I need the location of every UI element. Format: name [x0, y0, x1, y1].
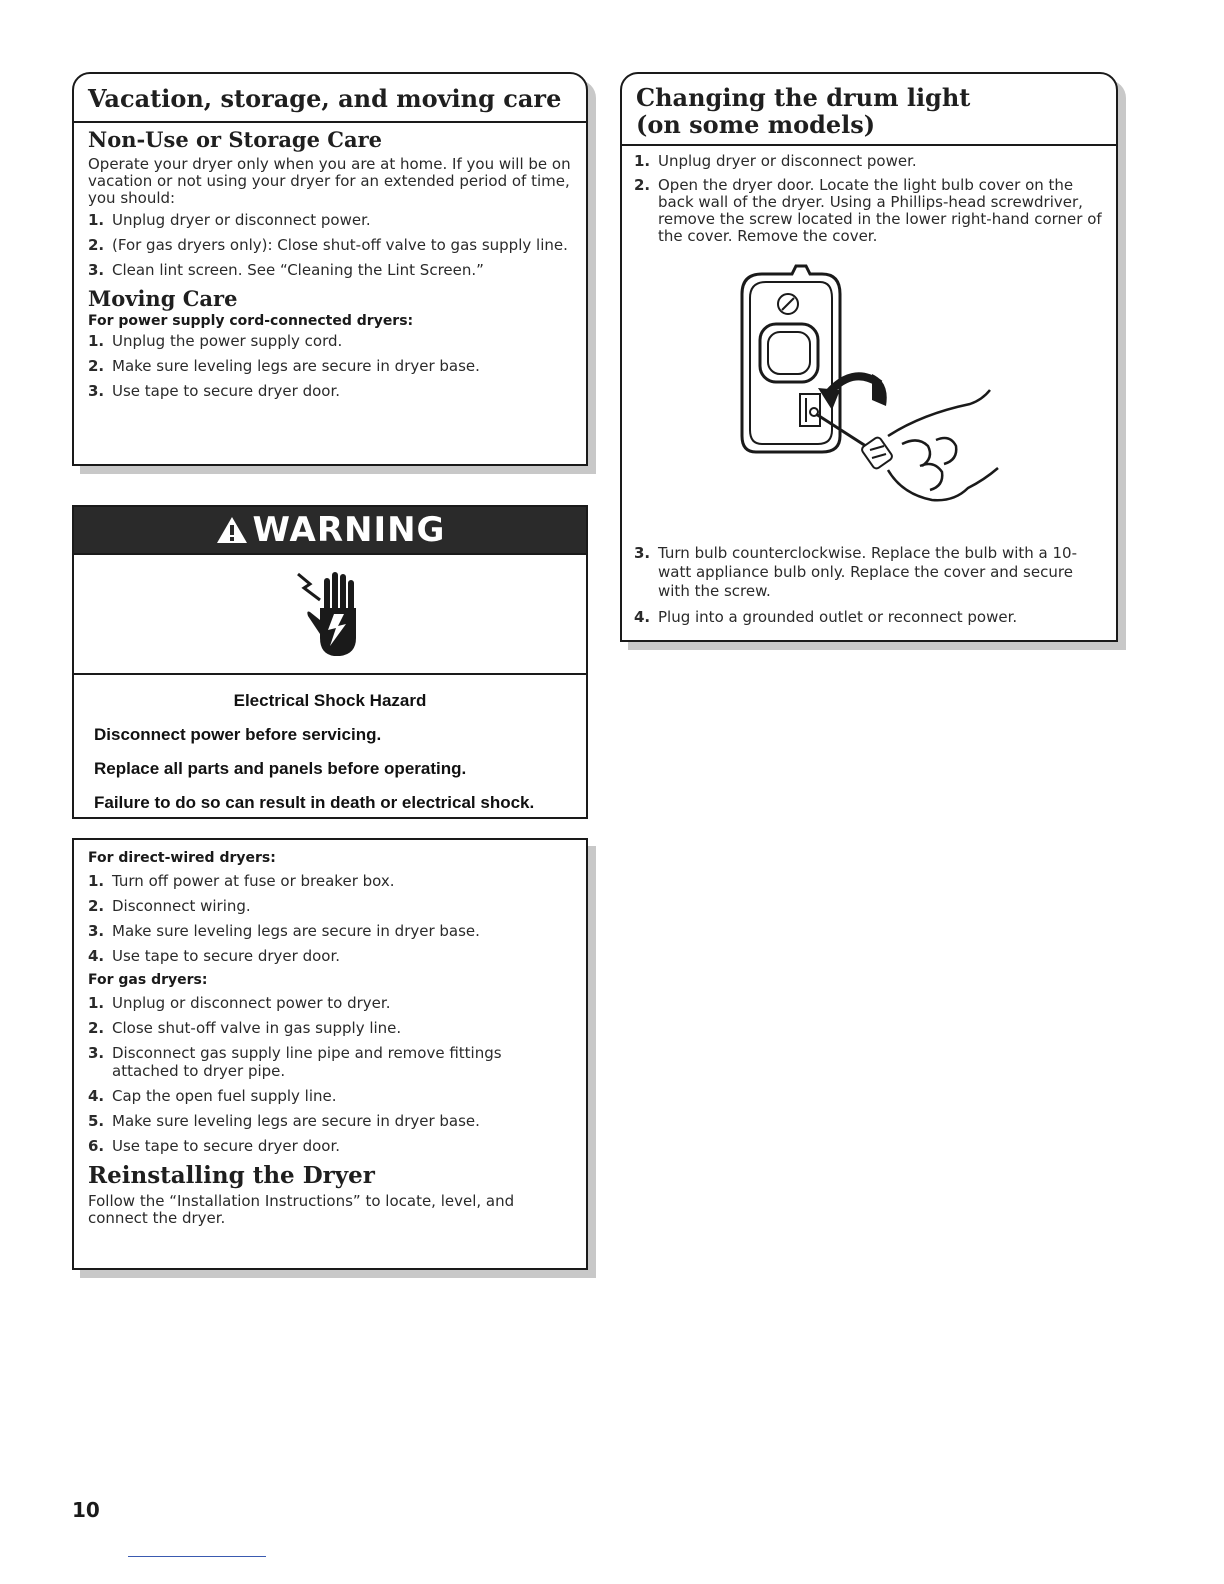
warning-label: WARNING	[252, 510, 446, 550]
drum-light-steps-before	[634, 152, 1102, 245]
list-item: 4. Use tape to secure dryer door.	[88, 947, 341, 965]
warning-line: Replace all parts and panels before operating.	[94, 759, 467, 778]
list-item: 2. Disconnect wiring.	[88, 897, 251, 915]
list-item: 1. Unplug the power supply cord.	[88, 332, 343, 350]
list-item: 4. Cap the open fuel supply line.	[88, 1087, 337, 1105]
drum-light-steps-after	[634, 544, 1102, 626]
moving-care-heading: Moving Care	[88, 286, 238, 311]
electrical-shock-hand-icon	[290, 568, 370, 660]
cord-connected-subheading: For power supply cord-connected dryers:	[88, 313, 414, 329]
warning-triangle-icon	[215, 515, 249, 545]
list-item: 2. Close shut-off valve in gas supply line.	[88, 1019, 402, 1037]
page-number: 10	[72, 1498, 100, 1522]
hazard-title: Electrical Shock Hazard	[233, 691, 427, 710]
list-item: 3. Clean lint screen. See “Cleaning the Lint Screen.”	[88, 261, 484, 279]
nonuse-heading: Non-Use or Storage Care	[88, 127, 383, 152]
cord-steps	[88, 332, 572, 400]
drum-light-title: Changing the drum light (on some models)	[622, 74, 1116, 146]
direct-wired-steps	[88, 872, 572, 965]
vacation-care-section	[72, 72, 588, 466]
vacation-care-title: Vacation, storage, and moving care	[74, 74, 586, 123]
list-item: 3. Turn bulb counterclockwise. Replace the bulb with a 10-watt appliance bulb only. Replace the cover and secure with the screw.	[634, 544, 1078, 600]
list-item: 1. Unplug dryer or disconnect power.	[634, 152, 917, 170]
warning-header	[74, 507, 586, 555]
nonuse-steps	[88, 211, 572, 279]
warning-line: Disconnect power before servicing.	[94, 725, 382, 744]
list-item: 2. Make sure leveling legs are secure in dryer base.	[88, 357, 480, 375]
list-item: 3. Use tape to secure dryer door.	[88, 382, 341, 400]
list-item: 3. Disconnect gas supply line pipe and remove fittings attached to dryer pipe.	[88, 1044, 502, 1080]
reinstalling-heading: Reinstalling the Dryer	[88, 1162, 375, 1189]
list-item: 1. Unplug dryer or disconnect power.	[88, 211, 371, 229]
list-item: 6. Use tape to secure dryer door.	[88, 1137, 341, 1155]
drum-light-illustration	[722, 264, 1022, 520]
list-item: 1. Unplug or disconnect power to dryer.	[88, 994, 391, 1012]
drum-light-section	[620, 72, 1118, 642]
list-item: 3. Make sure leveling legs are secure in dryer base.	[88, 922, 480, 940]
list-item: 5. Make sure leveling legs are secure in dryer base.	[88, 1112, 480, 1130]
list-item: 2. (For gas dryers only): Close shut-off valve to gas supply line.	[88, 236, 568, 254]
footer-rule	[128, 1556, 266, 1557]
gas-dryer-steps	[88, 994, 572, 1155]
gas-dryers-subheading: For gas dryers:	[88, 972, 208, 988]
warning-body	[74, 675, 586, 813]
reinstalling-text: Follow the “Installation Instructions” to locate, level, and connect the dryer.	[88, 1192, 515, 1227]
list-item: 1. Turn off power at fuse or breaker box.	[88, 872, 395, 890]
shock-icon-area	[74, 555, 586, 675]
direct-wired-subheading: For direct-wired dryers:	[88, 850, 276, 866]
moving-care-continued-section	[72, 838, 588, 1270]
list-item: 4. Plug into a grounded outlet or reconnect power.	[634, 608, 1018, 626]
warning-box	[72, 505, 588, 819]
list-item: 2. Open the dryer door. Locate the light bulb cover on the back wall of the dryer. Using a Phillips-head screwdriver, remove the screw located in the lower right-hand corner of the cover. Remove the cover.	[634, 176, 1102, 245]
warning-line: Failure to do so can result in death or electrical shock.	[94, 793, 535, 812]
nonuse-intro: Operate your dryer only when you are at home. If you will be on vacation or not using your dryer for an extended period of time, you should:	[88, 155, 571, 207]
